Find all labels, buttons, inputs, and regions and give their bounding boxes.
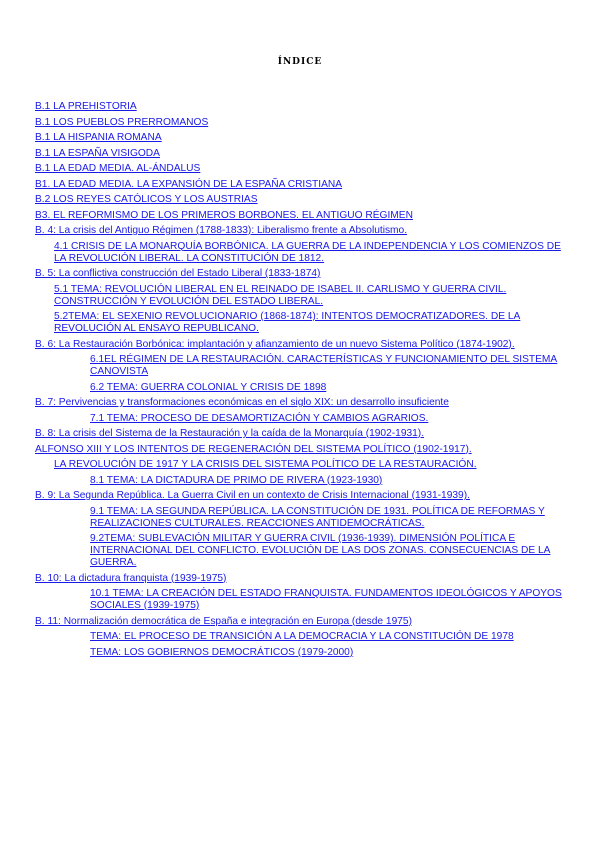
toc-link[interactable]: 10.1 TEMA: LA CREACIÓN DEL ESTADO FRANQUISTA. FUNDAMENTOS IDEOLÓGICOS Y APOYOS SOCIALES (1939-1975) <box>90 588 562 611</box>
toc-link[interactable]: B.2 LOS REYES CATÓLICOS Y LOS AUSTRIAS <box>35 194 258 205</box>
toc-link[interactable]: B. 6: La Restauración Borbónica: implantación y afianzamiento de un nuevo Sistema Político (1874-1902). <box>35 338 515 350</box>
toc-link[interactable]: B3. EL REFORMISMO DE LOS PRIMEROS BORBONES. EL ANTIGUO RÉGIMEN <box>35 209 413 221</box>
toc-link[interactable]: 6.2 TEMA: GUERRA COLONIAL Y CRISIS DE 1898 <box>90 381 327 393</box>
toc-link[interactable]: B.1 LA HISPANIA ROMANA <box>35 132 162 143</box>
toc-link[interactable]: TEMA: EL PROCESO DE TRANSICIÓN A LA DEMOCRACIA Y LA CONSTITUCIÓN DE 1978 <box>90 631 514 642</box>
toc-link[interactable]: 6.1EL RÉGIMEN DE LA RESTAURACIÓN. CARACTERÍSTICAS Y FUNCIONAMIENTO DEL SISTEMA CANOVISTA <box>90 354 558 377</box>
toc-link[interactable]: LA REVOLUCIÓN DE 1917 Y LA CRISIS DEL SISTEMA POLÍTICO DE LA RESTAURACIÓN. <box>54 459 477 470</box>
toc-link[interactable]: 8.1 TEMA: LA DICTADURA DE PRIMO DE RIVERA (1923-1930) <box>90 474 383 486</box>
toc-link[interactable]: B. 8: La crisis del Sistema de la Restauración y la caída de la Monarquía (1902-1931). <box>35 428 425 439</box>
toc-link[interactable]: 4.1 CRISIS DE LA MONARQUÍA BORBÓNICA. LA GUERRA DE LA INDEPENDENCIA Y LOS COMIENZOS DE LA REVOLUCIÓN LIBERAL. LA CONSTITUCIÓN DE 1812. <box>54 240 561 264</box>
toc-link[interactable]: B.1 LA EDAD MEDIA. AL-ÁNDALUS <box>35 163 201 174</box>
toc-link[interactable]: 5.1 TEMA: REVOLUCIÓN LIBERAL EN EL REINADO DE ISABEL II. CARLISMO Y GUERRA CIVIL. CONSTRUCCIÓN Y EVOLUCIÓN DEL ESTADO LIBERAL. <box>54 283 507 307</box>
toc-link[interactable]: B. 10: La dictadura franquista (1939-1975) <box>35 572 227 584</box>
toc-link[interactable]: B. 7: Pervivencias y transformaciones económicas en el siglo XIX: un desarrollo insuficiente <box>35 397 449 408</box>
toc-link[interactable]: B. 4: La crisis del Antiguo Régimen (1788-1833): Liberalismo frente a Absolutismo. <box>35 225 408 236</box>
toc-link[interactable]: B.1 LA PREHISTORIA <box>35 101 137 112</box>
toc-link[interactable]: B.1 LA ESPAÑA VISIGODA <box>35 147 160 159</box>
toc-link[interactable]: 9.2TEMA: SUBLEVACIÓN MILITAR Y GUERRA CIVIL (1936-1939). DIMENSIÓN POLÍTICA E INTERNACIONAL DEL CONFLICTO. EVOLUCIÓN DE LAS DOS ZONAS. CONSECUENCIAS DE LA GUERRA. <box>90 533 551 568</box>
toc-link[interactable]: ALFONSO XIII Y LOS INTENTOS DE REGENERACIÓN DEL SISTEMA POLÍTICO (1902-1917). <box>35 443 472 455</box>
toc-link[interactable]: B.1 LOS PUEBLOS PRERROMANOS <box>35 116 209 128</box>
table-of-contents <box>0 101 600 662</box>
toc-link[interactable]: 9.1 TEMA: LA SEGUNDA REPÚBLICA. LA CONSTITUCIÓN DE 1931. POLÍTICA DE REFORMAS Y REALIZACIONES CULTURALES. REACCIONES ANTIDEMOCRÁTICAS. <box>90 505 545 529</box>
toc-link[interactable]: B. 11: Normalización democrática de España e integración en Europa (desde 1975) <box>35 615 412 627</box>
toc-link[interactable]: 5.2TEMA: EL SEXENIO REVOLUCIONARIO (1868-1874): INTENTOS DEMOCRATIZADORES. DE LA REVOLUCIÓN AL ENSAYO REPUBLICANO. <box>54 311 521 334</box>
index-title: ÍNDICE <box>277 57 323 67</box>
toc-link[interactable]: B1. LA EDAD MEDIA. LA EXPANSIÓN DE LA ESPAÑA CRISTIANA <box>35 178 343 190</box>
toc-link[interactable]: 7.1 TEMA: PROCESO DE DESAMORTIZACIÓN Y CAMBIOS AGRARIOS. <box>90 412 429 424</box>
toc-link[interactable]: TEMA: LOS GOBIERNOS DEMOCRÁTICOS (1979-2000) <box>90 646 354 658</box>
toc-link[interactable]: B. 9: La Segunda República. La Guerra Civil en un contexto de Crisis Internacional (1931-1939). <box>35 490 470 501</box>
toc-link[interactable]: B. 5: La conflictiva construcción del Estado Liberal (1833-1874) <box>35 268 321 279</box>
